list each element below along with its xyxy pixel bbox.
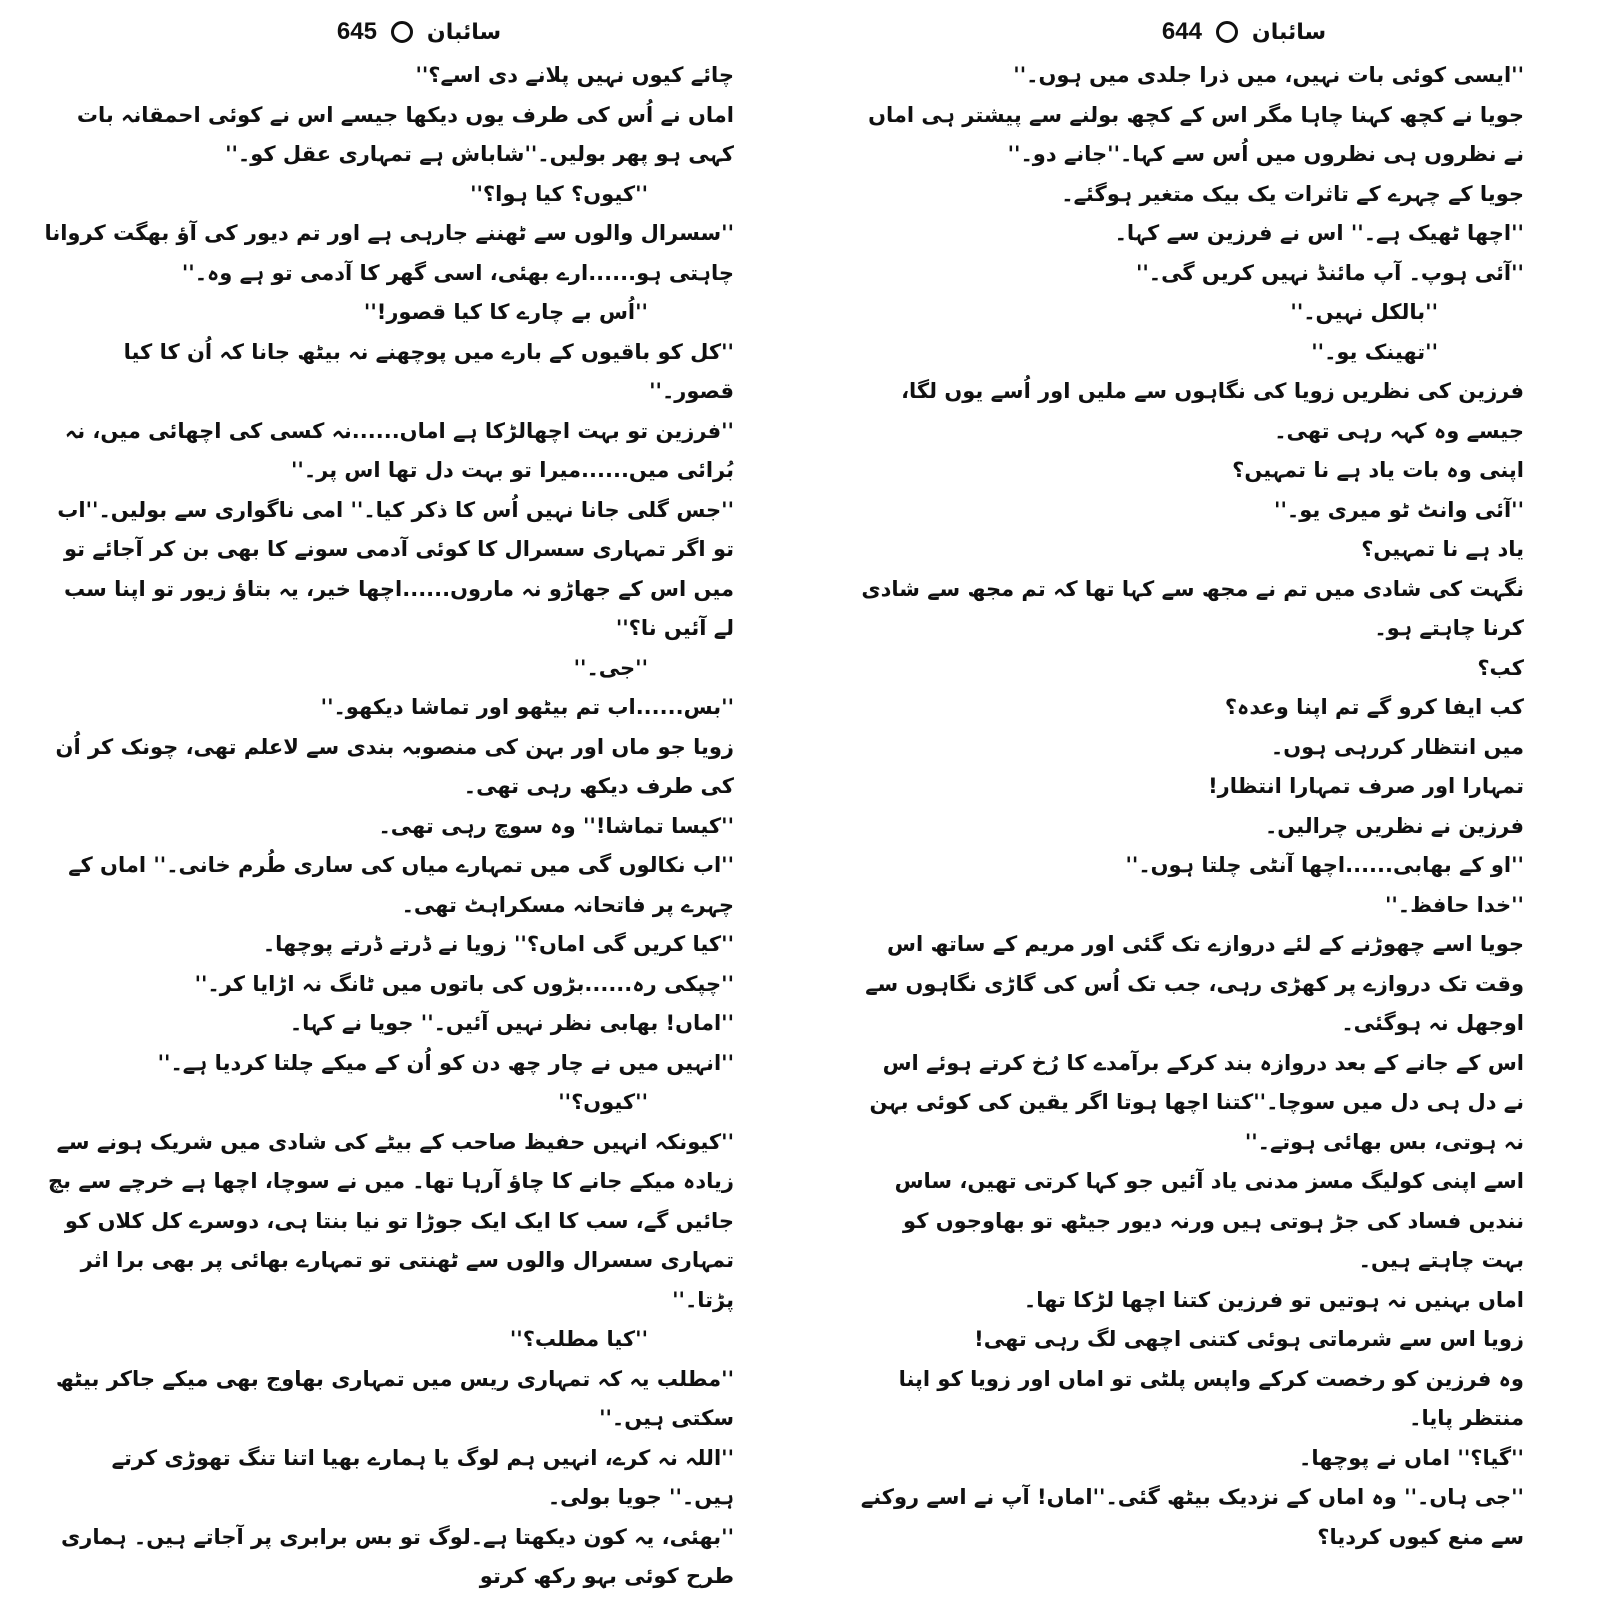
paragraph: ''چپکی رہ......بڑوں کی باتوں میں ٹانگ نہ اڑایا کر۔'' <box>194 971 734 996</box>
paragraph: ''اُس بے چارے کا کیا قصور!'' <box>363 300 648 324</box>
paragraph: نگہت کی شادی میں تم نے مجھ سے کہا تھا کہ تم مجھ سے شادی کرنا چاہتے ہو۔ <box>861 576 1524 640</box>
paragraph: ''گیا؟'' اماں نے پوچھا۔ <box>1299 1445 1524 1470</box>
paragraph: ''آئی وانٹ ٹو میری یو۔'' <box>1274 497 1524 522</box>
paragraph: ''اماں! بھابی نظر نہیں آئیں۔'' جویا نے کہا۔ <box>289 1011 734 1035</box>
page-number: 645 <box>336 18 377 45</box>
paragraph: ''اللہ نہ کرے، انہیں ہم لوگ یا ہمارے بھیا اتنا تنگ تھوڑی کرتے ہیں۔'' جویا بولی۔ <box>111 1445 734 1509</box>
right-page <box>800 0 1600 1549</box>
paragraph: اپنی وہ بات یاد ہے نا تمہیں؟ <box>1232 458 1524 482</box>
paragraph: جویا نے کچھ کہنا چاہا مگر اس کے کچھ بولنے سے پیشتر ہی اماں نے نظروں ہی نظروں میں اُس سے کہا۔''جانے دو۔'' <box>868 102 1524 166</box>
circle-ornament <box>1216 21 1238 43</box>
paragraph: اماں بہنیں نہ ہوتیں تو فرزین کتنا اچھا لڑکا تھا۔ <box>1023 1287 1524 1312</box>
paragraph: ''کیوں؟'' <box>558 1090 648 1114</box>
paragraph: ''ایسی کوئی بات نہیں، میں ذرا جلدی میں ہوں۔'' <box>1013 63 1524 87</box>
paragraph: وہ فرزین کو رخصت کرکے واپس پلٹی تو اماں اور زویا کو اپنا منتظر پایا۔ <box>898 1366 1524 1430</box>
paragraph: اماں نے اُس کی طرف یوں دیکھا جیسے اس نے کوئی احمقانہ بات کہی ہو پھر بولیں۔''شاباش ہے تمہاری عقل کو۔'' <box>76 102 734 166</box>
paragraph: ''انہیں میں نے چار چھ دن کو اُن کے میکے چلتا کردیا ہے۔'' <box>157 1050 734 1075</box>
page-number: 644 <box>1161 18 1202 45</box>
paragraph: فرزین کی نظریں زویا کی نگاہوں سے ملیں اور اُسے یوں لگا، جیسے وہ کہہ رہی تھی۔ <box>901 379 1524 443</box>
paragraph: کب ایفا کرو گے تم اپنا وعدہ؟ <box>1224 695 1524 719</box>
paragraph: ''آئی ہوپ۔ آپ مائنڈ نہیں کریں گی۔'' <box>1135 260 1524 285</box>
page-body <box>40 56 758 1597</box>
paragraph: ''اب نکالوں گی میں تمہارے میاں کی ساری طُرم خانی۔'' اماں کے چہرے پر فاتحانہ مسکراہٹ تھی۔ <box>68 853 734 917</box>
paragraph: ''سسرال والوں سے ٹھننے جارہی ہے اور تم دیور کی آؤ بھگت کروانا چاہتی ہو......ارے بھئی، اسی گھر کا آدمی تو ہے وہ۔'' <box>44 221 734 285</box>
paragraph: میں انتظار کررہی ہوں۔ <box>1270 734 1524 759</box>
paragraph: ''جی ہاں۔'' وہ اماں کے نزدیک بیٹھ گئی۔''اماں! آپ نے اسے روکنے سے منع کیوں کردیا؟ <box>860 1485 1524 1549</box>
paragraph: چائے کیوں نہیں پلانے دی اسے؟'' <box>415 63 734 87</box>
paragraph: اس کے جانے کے بعد دروازہ بند کرکے برآمدے کا رُخ کرتے ہوئے اس نے دل ہی دل میں سوچا۔''کتنا اچھا ہوتا اگر یقین کی کوئی بہن نہ ہوتی، بس بھائی ہوتے۔'' <box>869 1050 1524 1154</box>
paragraph: ''بھئی، یہ کون دیکھتا ہے۔لوگ تو بس برابری پر آجاتے ہیں۔ ہماری طرح کوئی بہو رکھ کرتو <box>61 1524 734 1588</box>
paragraph: ''بالکل نہیں۔'' <box>1290 300 1438 324</box>
paragraph: ''کیا مطلب؟'' <box>509 1327 648 1351</box>
paragraph: یاد ہے نا تمہیں؟ <box>1361 537 1524 561</box>
paragraph: زویا اس سے شرماتی ہوئی کتنی اچھی لگ رہی تھی! <box>974 1327 1524 1351</box>
paragraph: ''جی۔'' <box>573 655 648 680</box>
paragraph: فرزین نے نظریں چرالیں۔ <box>1264 813 1524 838</box>
paragraph: ''جس گلی جانا نہیں اُس کا ذکر کیا۔'' امی ناگواری سے بولیں۔''اب تو اگر تمہاری سسرال کا کوئی آدمی سونے کا بھی بن کر آجائے تو میں اس کے جھاڑو نہ ماروں......اچھا خیر، یہ بتاؤ زیور تو اپنا سب لے آئیں نا؟'' <box>57 497 734 640</box>
paragraph: ''اچھا ٹھیک ہے۔'' اس نے فرزین سے کہا۔ <box>1114 221 1524 245</box>
paragraph: زویا جو ماں اور بہن کی منصوبہ بندی سے لاعلم تھی، چونک کر اُن کی طرف دیکھ رہی تھی۔ <box>55 734 734 798</box>
page-header <box>40 14 758 50</box>
paragraph: ''بس......اب تم بیٹھو اور تماشا دیکھو۔'' <box>320 695 734 719</box>
paragraph: ''مطلب یہ کہ تمہاری ریس میں تمہاری بھاوج بھی میکے جاکر بیٹھ سکتی ہیں۔'' <box>55 1366 734 1430</box>
paragraph: ''کیونکہ انہیں حفیظ صاحب کے بیٹے کی شادی میں شریک ہونے سے زیادہ میکے جانے کا چاؤ آرہا تھا۔ میں نے سوچا، اچھا ہے خرچے سے بچ جائیں گے، سب کا ایک ایک جوڑا تو نیا بنتا ہی، دوسرے کل کلاں کو تمہاری سسرال والوں سے ٹھنتی تو تمہارے بھائی پر بھی برا اثر پڑتا۔'' <box>48 1129 734 1312</box>
paragraph: ''او کے بھابی......اچھا آنٹی چلتا ہوں۔'' <box>1125 853 1524 877</box>
paragraph: ''کیا کریں گی اماں؟'' زویا نے ڈرتے ڈرتے پوچھا۔ <box>262 932 734 956</box>
circle-ornament <box>391 21 413 43</box>
paragraph: تمہارا اور صرف تمہارا انتظار! <box>1208 774 1524 798</box>
paragraph: جویا اسے چھوڑنے کے لئے دروازے تک گئی اور مریم کے ساتھ اس وقت تک دروازے پر کھڑی رہی، جب تک اُس کی گاڑی نگاہوں سے اوجھل نہ ہوگئی۔ <box>865 932 1524 1035</box>
paragraph: کب؟ <box>1477 655 1524 680</box>
paragraph: ''کل کو باقیوں کے بارے میں پوچھنے نہ بیٹھ جانا کہ اُن کا کیا قصور۔'' <box>123 339 734 403</box>
paragraph: جویا کے چہرے کے تاثرات یک بیک متغیر ہوگئے۔ <box>1061 181 1524 206</box>
paragraph: ''کیسا تماشا!'' وہ سوچ رہی تھی۔ <box>378 813 734 838</box>
paragraph: ''کیوں؟ کیا ہوا؟'' <box>470 181 648 206</box>
running-title: سائبان <box>1251 19 1327 45</box>
page-header <box>860 14 1548 50</box>
paragraph: ''فرزین تو بہت اچھالڑکا ہے اماں......نہ کسی کی اچھائی میں، نہ بُرائی میں......میرا تو بہت دل تھا اس پر۔'' <box>64 418 734 482</box>
paragraph: ''تھینک یو۔'' <box>1311 339 1438 364</box>
running-title: سائبان <box>426 19 502 45</box>
paragraph: اسے اپنی کولیگ مسز مدنی یاد آئیں جو کہا کرتی تھیں، ساس نندیں فساد کی جڑ ہوتی ہیں ورنہ دیور جیٹھ تو بھاوجوں کو بہت چاہتے ہیں۔ <box>894 1169 1524 1272</box>
left-page <box>0 0 800 1588</box>
paragraph: ''خدا حافظ۔'' <box>1384 892 1524 917</box>
page-body <box>860 56 1548 1557</box>
